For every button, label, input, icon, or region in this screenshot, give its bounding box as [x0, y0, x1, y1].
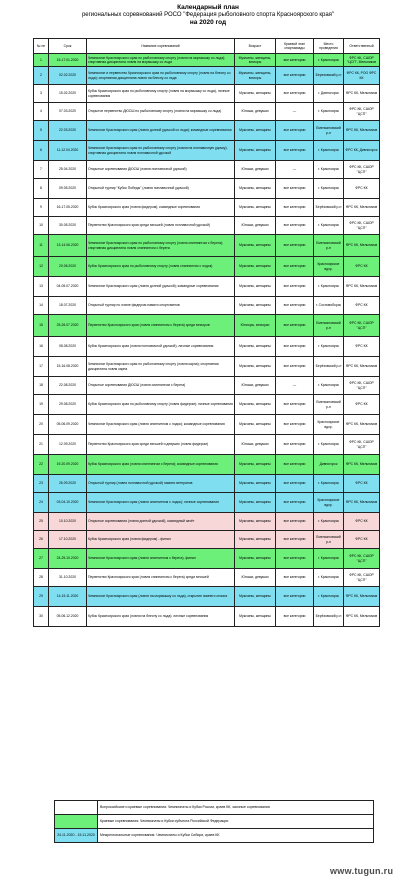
table-row [34, 199, 380, 217]
cell-age: Юноши, девушки [235, 103, 276, 121]
table-row [34, 121, 380, 141]
cell-no: 17 [34, 357, 49, 377]
cell-stage: — [276, 103, 314, 121]
cell-name: Первенство Красноярского края (ловля спиннингом с берега) среди юношей [87, 569, 235, 587]
cell-name: Чемпионат Красноярского края (ловля донной удочкой со льда); командные соревнования [87, 121, 235, 141]
cell-age: Мужчины, женщины [235, 493, 276, 513]
cell-stage: все категории [276, 337, 314, 357]
cell-place: Емельяновский р-н [314, 315, 344, 337]
table-header-row [34, 39, 380, 54]
cell-name: Чемпионат и первенство Красноярского края по рыболовному спорту (ловля на блесну со льда); спортивная дисциплина ловля на блесну со льда [87, 67, 235, 85]
cell-date: 15-16.08.2020 [49, 357, 87, 377]
cell-name: Открытые соревнования ДЮСШ (ловля поплавочной удочкой) [87, 161, 235, 179]
cell-no: 27 [34, 549, 49, 569]
cell-place: г. Красноярск [314, 277, 344, 297]
cell-org: ФРС КК, Дивногорск [344, 141, 380, 161]
cell-age: Мужчины, женщины [235, 141, 276, 161]
table-row [34, 179, 380, 199]
cell-place: г. Красноярск [314, 103, 344, 121]
cell-place: Берёзовский р-н [314, 357, 344, 377]
cell-name: Первенство Красноярского края (ловля спиннингом с берега) среди юниоров [87, 315, 235, 337]
col-header-place: Место проведения [314, 39, 344, 54]
cell-no: 28 [34, 569, 49, 587]
cell-age: Мужчины, женщины [235, 395, 276, 415]
cell-org: ФРС КК, СШОР "ЦСП" [344, 315, 380, 337]
cell-name: Чемпионат Красноярского края по рыболовному спорту (ловля спиннингом с берега); спортивная дисциплина ловля спиннингом с берега [87, 235, 235, 257]
cell-stage: все категории [276, 85, 314, 103]
cell-place: Емельяновский р-н [314, 235, 344, 257]
cell-no: 5 [34, 121, 49, 141]
cell-stage: все категории [276, 277, 314, 297]
cell-stage: все категории [276, 607, 314, 627]
cell-no: 6 [34, 141, 49, 161]
cell-org: ФРС КК, СШОР "ЦСП" [344, 569, 380, 587]
cell-age: Мужчины, женщины [235, 179, 276, 199]
cell-age: Юниоры, юниорки [235, 315, 276, 337]
cell-name: Кубок Красноярского края (ловля спиннингом с берега); командные соревнования [87, 455, 235, 475]
cell-place: Березовский р-н [314, 67, 344, 85]
cell-stage: — [276, 377, 314, 395]
cell-name: Кубок Красноярского края (ловля поплавочной удочкой); личные соревнования [87, 337, 235, 357]
cell-place: Красноярское вдхр. [314, 257, 344, 277]
cell-org: ФРС КК, Мельников [344, 85, 380, 103]
cell-name: Чемпионат Красноярского края (ловля спиннингом с лодок); личные соревнования [87, 493, 235, 513]
cell-date: 12.09.2020 [49, 435, 87, 455]
cell-stage: все категории [276, 179, 314, 199]
cell-name: Кубок Красноярского края по рыболовному спорту (ловля на мормышку со льда), личные соревнования [87, 85, 235, 103]
cell-date: 09.05.2020 [49, 179, 87, 199]
cell-no: 2 [34, 67, 49, 85]
table-row [34, 161, 380, 179]
header-subtitle: региональных соревнований РОСО "Федерация рыболовного спорта Красноярского края" [81, 11, 335, 18]
cell-date: 08.08.2020 [49, 337, 87, 357]
cell-place: Берёзовский р-н [314, 607, 344, 627]
legend-row [55, 829, 374, 843]
cell-no: 7 [34, 161, 49, 179]
cell-no: 10 [34, 217, 49, 235]
cell-org: ФРС КК, Мельников [344, 121, 380, 141]
cell-name: Чемпионат Красноярского края по рыболовному спорту (ловля карпа); спортивная дисциплина ловля карпа [87, 357, 235, 377]
legend-row [55, 815, 374, 829]
cell-org: ФРС КК, СШОР "ЦСП" [344, 103, 380, 121]
cell-no: 14 [34, 297, 49, 315]
cell-org: ФРС КК, СШОР "ЦСП" [344, 161, 380, 179]
cell-name: Чемпионат Красноярского края (ловля спиннингом с лодок); командные соревнования [87, 415, 235, 435]
cell-no: 21 [34, 435, 49, 455]
cell-date: 15.02.2020 [49, 85, 87, 103]
cell-place: г. Красноярск [314, 337, 344, 357]
cell-no: 12 [34, 257, 49, 277]
cell-no: 26 [34, 531, 49, 549]
cell-org: ФРС КК [344, 531, 380, 549]
cell-age: Мужчины, женщины [235, 337, 276, 357]
cell-stage: все категории [276, 54, 314, 67]
cell-org: ФРС КК, СШОР "ЦСП", Мельников [344, 54, 380, 67]
cell-age: Мужчины, женщины, юниоры [235, 54, 276, 67]
cell-org: ФРС КК, Мельников [344, 199, 380, 217]
page-header [0, 4, 416, 27]
cell-date: 02.02.2020 [49, 67, 87, 85]
cell-place: г. Сосновоборск [314, 297, 344, 315]
cell-place: г. Красноярск [314, 513, 344, 531]
cell-stage: все категории [276, 257, 314, 277]
cell-no: 20 [34, 415, 49, 435]
table-row [34, 377, 380, 395]
cell-name: Чемпионат Красноярского края по рыболовному спорту (ловля на поплавочную удочку); спортивная дисциплина ловля поплавочной удочкой [87, 141, 235, 161]
cell-stage: все категории [276, 587, 314, 607]
table-row [34, 395, 380, 415]
col-header-no: № пп [34, 39, 49, 54]
cell-org: ФРС КК, Мельников [344, 607, 380, 627]
watermark: www.tugun.ru [330, 866, 394, 876]
cell-stage: все категории [276, 569, 314, 587]
table-row [34, 337, 380, 357]
table-row [34, 607, 380, 627]
cell-age: Мужчины, женщины [235, 475, 276, 493]
cell-stage: все категории [276, 217, 314, 235]
cell-stage: все категории [276, 435, 314, 455]
legend-swatch [55, 801, 98, 815]
cell-org: ФРС КК, Мельников [344, 357, 380, 377]
cell-age: Мужчины, женщины [235, 415, 276, 435]
cell-stage: все категории [276, 315, 314, 337]
col-header-org: Ответственный [344, 39, 380, 54]
cell-place: г. Красноярск [314, 161, 344, 179]
cell-date: 22.03.2020 [49, 121, 87, 141]
cell-place: г. Красноярск [314, 475, 344, 493]
table-row [34, 141, 380, 161]
col-header-stage: Краевой этап спартакиады [276, 39, 314, 54]
cell-place: Красноярское вдхр. [314, 493, 344, 513]
cell-place: Емельяновский р-н [314, 531, 344, 549]
cell-place: Дивногорск [314, 455, 344, 475]
cell-org: ФРС КК [344, 337, 380, 357]
cell-age: Мужчины, женщины [235, 257, 276, 277]
cell-age: Мужчины, женщины [235, 531, 276, 549]
cell-stage: все категории [276, 141, 314, 161]
cell-org: ФРС КК, Мельников [344, 415, 380, 435]
cell-no: 16 [34, 337, 49, 357]
table-row [34, 85, 380, 103]
cell-name: Первенство Красноярского края среди юношей (ловля поплавочной удочкой) [87, 217, 235, 235]
cell-stage: все категории [276, 415, 314, 435]
table-row [34, 297, 380, 315]
cell-org: ФРС КК, Мельников [344, 493, 380, 513]
cell-no: 3 [34, 85, 49, 103]
cell-date: 05-06.09.2020 [49, 415, 87, 435]
cell-date: 17.10.2020 [49, 531, 87, 549]
cell-stage: все категории [276, 455, 314, 475]
cell-stage: все категории [276, 493, 314, 513]
schedule-table [33, 38, 380, 627]
cell-stage: все категории [276, 297, 314, 315]
legend-text: Всероссийские и краевые соревнования: Чемпионаты и Кубки России, краев КК, заочные соревнования [98, 801, 374, 815]
table-row [34, 217, 380, 235]
cell-age: Мужчины, женщины [235, 277, 276, 297]
cell-date: 22.08.2020 [49, 377, 87, 395]
cell-place: г. Дивногорск [314, 85, 344, 103]
cell-name: Открытое первенство ДЮСШ по рыболовному спорту (ловля на мормышку со льда) [87, 103, 235, 121]
cell-age: Юноши, девушки [235, 217, 276, 235]
table-row [34, 415, 380, 435]
cell-no: 9 [34, 199, 49, 217]
header-title: Календарный план [177, 4, 239, 11]
cell-place: Емельяновский р-н [314, 395, 344, 415]
cell-no: 19 [34, 395, 49, 415]
cell-date: 18.07.2020 [49, 297, 87, 315]
legend-swatch [55, 815, 98, 829]
cell-org: ФРС КК, Мельников [344, 587, 380, 607]
header-year: на 2020 год [189, 19, 227, 26]
cell-name: Открытые соревнования ДЮСШ (ловля спиннингом с берега) [87, 377, 235, 395]
cell-date: 14-15.11.2020 [49, 587, 87, 607]
cell-date: 31.10.2020 [49, 569, 87, 587]
cell-age: Мужчины, женщины [235, 297, 276, 315]
legend-swatch: 24.11.2020 - 15.11.2020 [55, 829, 98, 843]
cell-date: 05-06.12.2020 [49, 607, 87, 627]
table-row [34, 531, 380, 549]
cell-name: Кубок Красноярского края (ловля фидером); командные соревнования [87, 199, 235, 217]
cell-org: ФРС КК, СШОР "ЦСП" [344, 549, 380, 569]
table-row [34, 357, 380, 377]
cell-age: Мужчины, женщины [235, 121, 276, 141]
table-row [34, 493, 380, 513]
cell-stage: все категории [276, 475, 314, 493]
table-row [34, 569, 380, 587]
cell-place: г. Красноярск [314, 179, 344, 199]
cell-name: Чемпионат Красноярского края (ловля донной удочкой); командные соревнования [87, 277, 235, 297]
cell-place: г. Красноярск [314, 217, 344, 235]
legend-text: Межрегиональные соревнования: Чемпионаты и Кубки Сибири, краев КК [98, 829, 374, 843]
table-row [34, 475, 380, 493]
cell-date: 29.08.2020 [49, 395, 87, 415]
table-row [34, 587, 380, 607]
cell-org: ФРС КК, Мельников [344, 455, 380, 475]
col-header-age: Возраст [235, 39, 276, 54]
cell-age: Мужчины, женщины [235, 357, 276, 377]
cell-age: Мужчины, женщины [235, 587, 276, 607]
cell-date: 15-17.01.2020 [49, 54, 87, 67]
cell-stage: все категории [276, 357, 314, 377]
cell-no: 25 [34, 513, 49, 531]
cell-stage: все категории [276, 549, 314, 569]
cell-org: ФРС КК [344, 297, 380, 315]
legend-text: Краевые соревнования: Чемпионаты и Кубки субъекта Российской Федерации [98, 815, 374, 829]
table-row [34, 513, 380, 531]
cell-no: 8 [34, 179, 49, 199]
cell-age: Юноши, девушки [235, 569, 276, 587]
cell-name: Чемпионат Красноярского края (ловля на мормышку со льда), открытие зимнего сезона [87, 587, 235, 607]
cell-name: Чемпионат Красноярского края (ловля спиннингом с берега), финал [87, 549, 235, 569]
cell-name: Кубок Красноярского края (ловля фидером) - финал [87, 531, 235, 549]
cell-place: Емельяновский р-н [314, 121, 344, 141]
cell-stage: все категории [276, 513, 314, 531]
cell-age: Юноши, девушки [235, 377, 276, 395]
cell-age: Мужчины, женщины [235, 607, 276, 627]
table-row [34, 549, 380, 569]
cell-place: г. Красноярск [314, 569, 344, 587]
cell-stage: все категории [276, 395, 314, 415]
cell-no: 18 [34, 377, 49, 395]
cell-name: Чемпионат Красноярского края по рыболовному спорту (ловля на мормышку со льда); спортивная дисциплина ловля на мормышку со льда [87, 54, 235, 67]
cell-org: ФРС КК [344, 475, 380, 493]
cell-org: ФРС КК, Мельников [344, 235, 380, 257]
cell-name: Открытый турнир "Кубок Победы" (ловля поплавочной удочкой) [87, 179, 235, 199]
cell-stage: все категории [276, 121, 314, 141]
cell-date: 03-04.10.2020 [49, 493, 87, 513]
cell-date: 04-05.07.2020 [49, 277, 87, 297]
cell-age: Юноши, девушки [235, 161, 276, 179]
cell-no: 4 [34, 103, 49, 121]
table-row [34, 315, 380, 337]
cell-date: 30.05.2020 [49, 217, 87, 235]
cell-name: Открытый турнир по ловле фидером памяти спортсменов [87, 297, 235, 315]
cell-no: 13 [34, 277, 49, 297]
cell-place: г. Красноярск [314, 587, 344, 607]
table-row [34, 54, 380, 67]
cell-org: ФРС КК, РОО ФРС КК [344, 67, 380, 85]
cell-place: г. Красноярск [314, 435, 344, 455]
cell-stage: — [276, 161, 314, 179]
table-row [34, 277, 380, 297]
cell-stage: все категории [276, 235, 314, 257]
cell-name: Открытые соревнования (ловля донной удочкой), командный зачёт [87, 513, 235, 531]
table-row [34, 235, 380, 257]
cell-date: 26.09.2020 [49, 475, 87, 493]
cell-org: ФРС КК [344, 513, 380, 531]
cell-place: г. Красноярск [314, 377, 344, 395]
cell-date: 07.03.2020 [49, 103, 87, 121]
cell-stage: все категории [276, 199, 314, 217]
cell-age: Мужчины, женщины [235, 513, 276, 531]
cell-age: Мужчины, женщины [235, 235, 276, 257]
cell-date: 19-20.09.2020 [49, 455, 87, 475]
cell-org: ФРС КК, СШОР "ЦСП" [344, 377, 380, 395]
legend-table [54, 800, 374, 843]
cell-no: 11 [34, 235, 49, 257]
cell-place: г. Красноярск [314, 54, 344, 67]
col-header-name: Название соревнований [87, 39, 235, 54]
table-row [34, 455, 380, 475]
cell-org: ФРС КК, СШОР "ЦСП" [344, 435, 380, 455]
cell-date: 25-26.07.2020 [49, 315, 87, 337]
cell-age: Юноши, девушки [235, 435, 276, 455]
legend-row [55, 801, 374, 815]
cell-stage: все категории [276, 67, 314, 85]
cell-org: ФРС КК [344, 257, 380, 277]
cell-date: 10.10.2020 [49, 513, 87, 531]
cell-org: ФРС КК, СШОР "ЦСП" [344, 217, 380, 235]
table-row [34, 257, 380, 277]
table-row [34, 103, 380, 121]
cell-no: 1 [34, 54, 49, 67]
cell-age: Мужчины, женщины [235, 199, 276, 217]
cell-no: 15 [34, 315, 49, 337]
cell-no: 24 [34, 493, 49, 513]
cell-org: ФРС КК, Мельников [344, 277, 380, 297]
cell-age: Мужчины, женщины [235, 85, 276, 103]
cell-name: Открытый турнир (ловля поплавочной удочкой) памяти ветеранов [87, 475, 235, 493]
cell-place: г. Красноярск [314, 549, 344, 569]
cell-stage: все категории [276, 531, 314, 549]
cell-org: ФРС КК [344, 179, 380, 199]
cell-name: Кубок Красноярского края по рыболовному спорту (ловля фидером); личные соревнования [87, 395, 235, 415]
cell-name: Кубок Красноярского края (ловля на блесну со льда); личные соревнования [87, 607, 235, 627]
cell-no: 22 [34, 455, 49, 475]
cell-date: 13-14.06.2020 [49, 235, 87, 257]
cell-date: 20.06.2020 [49, 257, 87, 277]
cell-date: 25.04.2020 [49, 161, 87, 179]
cell-org: ФРС КК [344, 395, 380, 415]
table-row [34, 435, 380, 455]
cell-name: Кубок Красноярского края по рыболовному спорту (ловля спиннингом с лодок) [87, 257, 235, 277]
col-header-date: Срок [49, 39, 87, 54]
table-row [34, 67, 380, 85]
cell-date: 16-17.05.2020 [49, 199, 87, 217]
cell-place: Красноярское вдхр. [314, 415, 344, 435]
cell-place: г. Красноярск [314, 141, 344, 161]
table-body [34, 54, 380, 627]
cell-age: Мужчины, женщины, юниоры [235, 67, 276, 85]
cell-no: 29 [34, 587, 49, 607]
cell-age: Мужчины, женщины [235, 455, 276, 475]
cell-place: Берёзовский р-н [314, 199, 344, 217]
cell-age: Мужчины, женщины [235, 549, 276, 569]
cell-no: 30 [34, 607, 49, 627]
cell-name: Первенство Красноярского края среди юношей и девушек (ловля фидером) [87, 435, 235, 455]
cell-date: 24-25.10.2020 [49, 549, 87, 569]
cell-no: 23 [34, 475, 49, 493]
cell-date: 11-12.04.2020 [49, 141, 87, 161]
